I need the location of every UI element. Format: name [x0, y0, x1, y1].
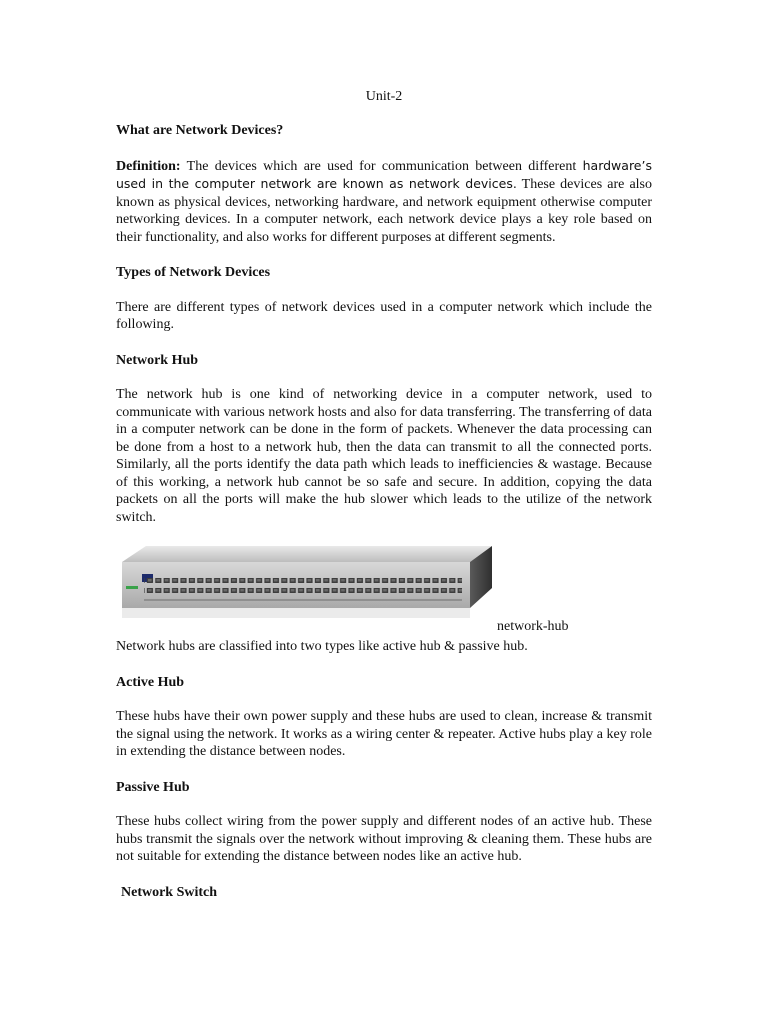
heading-active-hub: Active Hub — [116, 674, 185, 690]
hub-types-paragraph: Network hubs are classified into two types like active hub & passive hub. — [116, 639, 528, 654]
hub-top-face — [122, 546, 492, 562]
hub-paragraph: The network hub is one kind of networking device in a computer network, used to communicate with various network hosts and also for data transferring. The transferring of data in a computer network can be done in the form of packets. Whenever the data processing can be done from a host to a network hub, then the data can transmit to all the connected ports. Similarly, all the ports identify the data path which leads to inefficiencies & wastage. Because of this working, a network hub cannot be so safe and secure. In addition, copying the data packets on all the ports will make the hub slower which leads to the utilize of the network switch. — [116, 387, 652, 525]
heading-network-devices: What are Network Devices? — [116, 123, 284, 138]
passive-hub-paragraph: These hubs collect wiring from the power supply and different nodes of an active hub. These hubs transmit the signals over the network without improving & cleaning them. These hubs are not suitable for extending the distance between nodes like an active hub. — [116, 814, 652, 864]
hub-ports — [144, 578, 462, 598]
unit-title: Unit-2 — [365, 89, 403, 104]
active-hub-paragraph: These hubs have their own power supply and these hubs are used to clean, increase & transmit the signal using the network. It works as a wiring center & repeater. Active hubs play a key role in extending the distance between nodes. — [116, 709, 652, 759]
network-hub-image — [120, 544, 492, 632]
definition-text-1: The devices which are used for communication between different — [180, 158, 583, 174]
definition-paragraph — [116, 157, 652, 247]
hub-image-caption: network-hub — [497, 619, 569, 634]
types-paragraph: There are different types of network devices used in a computer network which include the following. — [116, 299, 652, 332]
hub-power-led — [126, 586, 138, 589]
heading-network-hub: Network Hub — [116, 352, 199, 368]
document-body — [116, 122, 652, 918]
heading-network-switch: Network Switch — [121, 884, 218, 900]
definition-text-2: hardware’s used in the computer network are known as network devices. — [116, 157, 652, 191]
heading-types: Types of Network Devices — [116, 265, 271, 280]
heading-passive-hub: Passive Hub — [116, 779, 190, 795]
definition-text-3: These devices are also known as physical devices, networking hardware, and network equipment otherwise computer networking devices. In a computer network, each network device plays a key role based on their functionality, and also works for different purposes at different segments. — [116, 177, 652, 245]
definition-label: Definition: — [116, 158, 181, 174]
hub-figure — [116, 544, 652, 636]
